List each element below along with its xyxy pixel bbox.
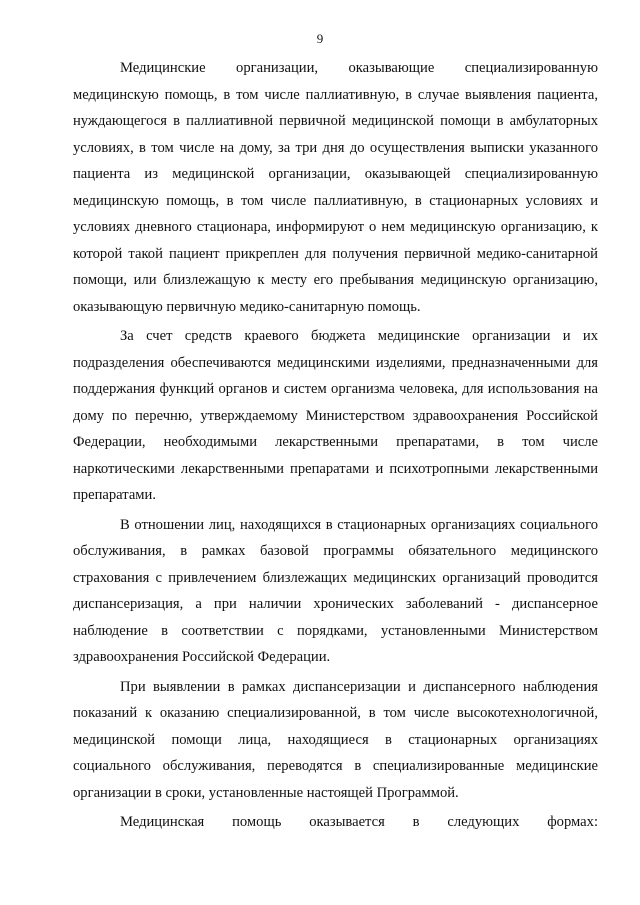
paragraph-regional-budget: За счет средств краевого бюджета медицинские организации и их подразделения обеспечиваются медицинскими изделиями, предназначенными для поддержания функций органов и систем организма человека, для использования на дому по перечню, утверждаемому Министерством здравоохранения Российской Федерации, необходимыми лекарственными препаратами, в том числе наркотическими лекарственными препаратами и психотропными лекарственными препаратами. — [73, 328, 598, 503]
paragraph-social-organizations: В отношении лиц, находящихся в стационарных организациях социального обслуживания, в рамках базовой программы обязательного медицинского страхования с привлечением близлежащих медицинских организаций проводится диспансеризация, а при наличии хронических заболеваний - диспансерное наблюдение в соответствии с порядками, установленными Министерством здравоохранения Российской Федерации. — [73, 516, 598, 665]
page-number: 9 — [316, 31, 324, 46]
paragraph-palliative-discharge: Медицинские организации, оказывающие специализированную медицинскую помощь, в том числе паллиативную, в случае выявления пациента, нуждающегося в паллиативной первичной медицинской помощи в амбулаторных условиях, в том числе на дому, за три дня до осуществления выписки указанного пациента из медицинской организации, оказывающей специализированную медицинскую помощь, в том числе паллиативную, в стационарных условиях и условиях дневного стационара, информируют о нем медицинскую организацию, к которой такой пациент прикреплен для получения первичной медико-санитарной помощи, или близлежащую к месту его пребывания медицинскую организацию, оказывающую первичную медико-санитарную помощь. — [73, 60, 598, 315]
paragraph-specialized-transfer: При выявлении в рамках диспансеризации и диспансерного наблюдения показаний к оказанию специализированной, в том числе высокотехнологичной, медицинской помощи лица, находящиеся в стационарных организациях социального обслуживания, переводятся в специализированные медицинские организации в сроки, установленные настоящей Программой. — [73, 678, 598, 801]
paragraph-forms-of-care: Медицинская помощь оказывается в следующих формах: — [120, 814, 598, 830]
document-body — [73, 55, 598, 836]
